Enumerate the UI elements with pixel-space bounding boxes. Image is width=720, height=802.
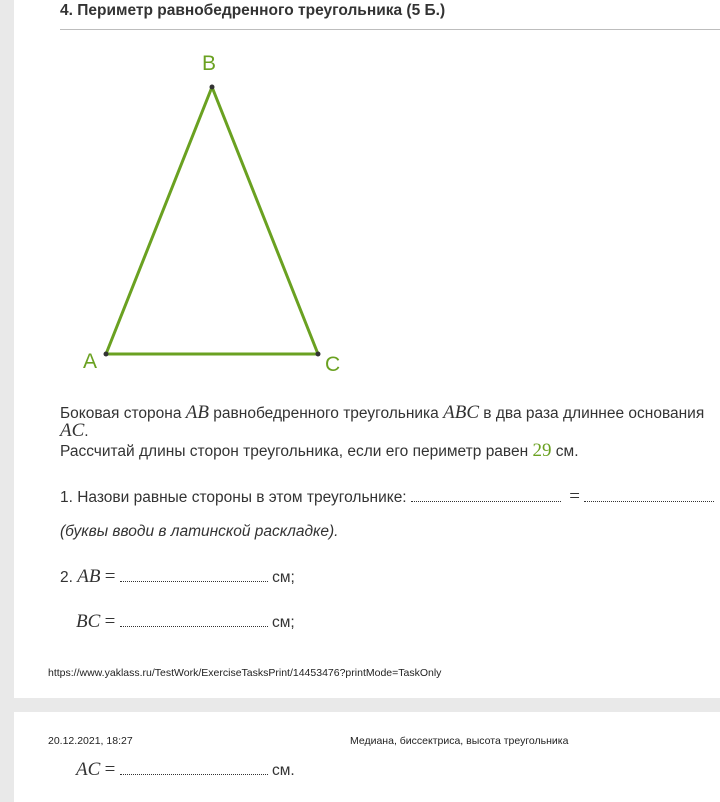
perimeter-value: 29 [532,440,552,461]
math-ac-label: AC [76,759,101,780]
page-2 [14,712,720,802]
layout-hint: (буквы вводи в латинской раскладке). [60,523,339,540]
question-2-ab: 2. AB = см; [60,566,295,587]
math-bc-label: BC [76,611,101,632]
page-1 [14,0,720,698]
ac-length-input[interactable] [120,760,268,775]
vertex-b-label: B [202,52,217,75]
equal-side-1-input[interactable] [411,487,561,502]
triangle-shape [106,87,318,354]
page-url: https://www.yaklass.ru/TestWork/ExerciseTasksPrint/14453476?printMode=TaskOnly [48,667,442,679]
question-1 [60,487,714,508]
vertex-a-label: A [83,350,98,373]
document-title: Медиана, биссектриса, высота треугольника [350,735,569,747]
statement-line-3: Рассчитай длины сторон треугольника, если его периметр равен 29 см. [60,440,579,461]
vertex-a-point [104,352,109,357]
task-title: 4. Периметр равнобедренного треугольника (5 Б.) [60,2,446,19]
statement-line-2: AC. [60,420,89,441]
vertex-b-point [210,85,215,90]
bc-length-input[interactable] [120,612,268,627]
question-1-text: 1. Назови равные стороны в этом треугольнике: [60,489,411,506]
print-date: 20.12.2021, 18:27 [48,735,133,747]
equal-side-2-input[interactable] [584,487,714,502]
math-ab: AB [185,402,209,423]
question-2-bc: BC = см; [76,611,295,632]
math-ab-label: AB [77,566,101,587]
equals-sign: = [569,486,580,507]
triangle-diagram [14,0,720,380]
ab-length-input[interactable] [120,567,268,582]
vertex-c-point [316,352,321,357]
vertex-c-label: C [325,353,341,376]
question-2-ac: AC = см. [76,759,295,780]
math-abc: ABC [443,402,479,423]
statement-line-1: Боковая сторона AB равнобедренного треугольника ABC в два раза длиннее основания [60,402,705,423]
math-ac: AC [60,420,85,441]
